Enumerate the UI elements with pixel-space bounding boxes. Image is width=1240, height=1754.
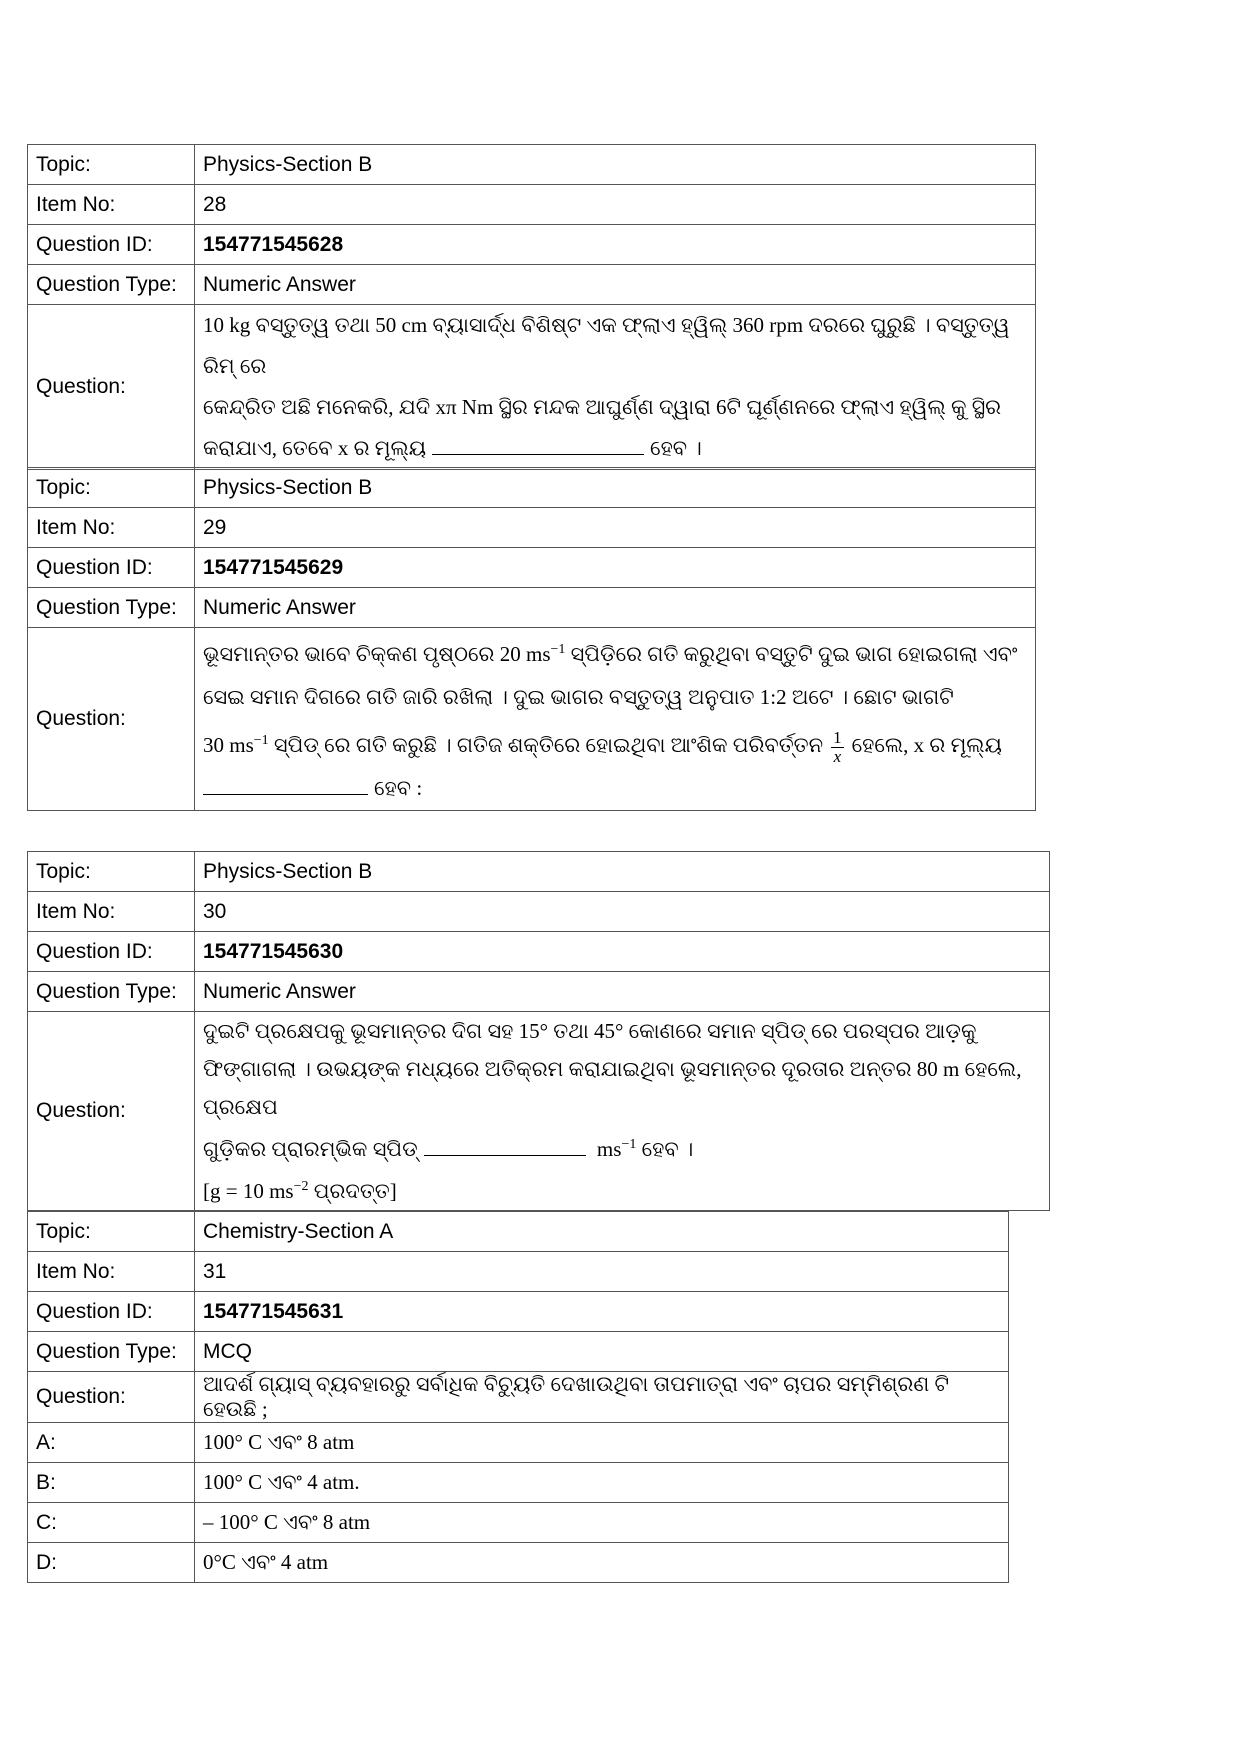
option-row-a (28, 1423, 1009, 1463)
question-type-label: Question Type: (28, 972, 195, 1012)
item-no-row (28, 1252, 1009, 1292)
answer-blank (424, 1135, 586, 1156)
question-line-1: ଦୁଇଟି ପ୍ରକ୍ଷେପକୁ ଭୂସମାନ୍ତର ଦିଗ ସହ 15° ତଥା 45° କୋଣରେ ସମାନ ସ୍ପିଡ୍ ରେ ପରସ୍ପର ଆଡ଼କୁ (203, 1019, 977, 1043)
option-a-text: 100° C ଏବଂ 8 atm (195, 1423, 1009, 1463)
question-row (28, 1012, 1050, 1211)
topic-value: Chemistry-Section A (195, 1212, 1009, 1252)
topic-value: Physics-Section B (195, 852, 1050, 892)
option-a-label: A: (28, 1423, 195, 1463)
question-type-label: Question Type: (28, 265, 195, 305)
item-no-label: Item No: (28, 892, 195, 932)
topic-label: Topic: (28, 1212, 195, 1252)
question-id-text: 154771545630 (203, 939, 344, 963)
question-line-3-end: ହେବ । (641, 1137, 694, 1161)
question-line-3 (203, 428, 1027, 469)
item-no-row (28, 892, 1050, 932)
given-start: [g = 10 ms (203, 1179, 294, 1203)
question-id-value (195, 1292, 1009, 1332)
option-c-text: – 100° C ଏବଂ 8 atm (195, 1503, 1009, 1543)
option-b-text: 100° C ଏବଂ 4 atm. (195, 1463, 1009, 1503)
question-table-31 (27, 1211, 1009, 1583)
answer-blank (432, 434, 644, 455)
question-label: Question: (28, 305, 195, 470)
item-no-value: 29 (195, 508, 1036, 548)
question-table-28 (27, 144, 1036, 470)
question-line-4-text: ହେବ : (374, 776, 423, 800)
answer-blank (203, 774, 368, 795)
topic-row (28, 145, 1036, 185)
question-line-1-end: ସ୍ପିଡ଼ିରେ ଗତି କରୁଥିବା ବସ୍ତୁଟି ଦୁଇ ଭାଗ ହୋଇଗଲା ଏବଂ (570, 642, 1018, 666)
given-end: ପ୍ରଦତ୍ତ] (313, 1179, 397, 1203)
question-id-label: Question ID: (28, 548, 195, 588)
question-type-row (28, 265, 1036, 305)
question-id-row (28, 1292, 1009, 1332)
option-b-label: B: (28, 1463, 195, 1503)
question-row (28, 1372, 1009, 1423)
question-line-1 (203, 628, 1027, 676)
question-id-row (28, 225, 1036, 265)
option-row-d (28, 1543, 1009, 1583)
topic-row (28, 1212, 1009, 1252)
option-c-label: C: (28, 1503, 195, 1543)
question-type-row (28, 972, 1050, 1012)
question-label: Question: (28, 1012, 195, 1211)
exponent: −1 (621, 1137, 637, 1152)
question-text (195, 628, 1036, 811)
question-row (28, 628, 1036, 811)
item-no-value: 31 (195, 1252, 1009, 1292)
question-id-value (195, 225, 1036, 265)
item-no-label: Item No: (28, 185, 195, 225)
question-text: ଆଦର୍ଶ ଗ୍ୟାସ୍ ବ୍ୟବହାରରୁ ସର୍ବାଧିକ ବିଚ୍ୟୁତି ଦେଖାଉଥିବା ତାପମାତ୍ରା ଏବଂ ଚାପର ସମ୍ମିଶ୍ରଣ ଟି ହେଉଛି ; (195, 1372, 1009, 1423)
question-line-3-mid: ସ୍ପିଡ୍ ରେ ଗତି କରୁଛି । ଗତିଜ ଶକ୍ତିରେ ହୋଇଥିବା ଆଂଶିକ ପରିବର୍ତ୍ତନ (273, 733, 824, 757)
question-id-label: Question ID: (28, 1292, 195, 1332)
question-text (195, 1012, 1050, 1211)
topic-value: Physics-Section B (195, 145, 1036, 185)
question-line-3-end: ହେବ । (650, 436, 702, 460)
question-type-value: Numeric Answer (195, 265, 1036, 305)
question-label: Question: (28, 1372, 195, 1423)
item-no-value: 30 (195, 892, 1050, 932)
question-type-row (28, 1332, 1009, 1372)
unit: ms (596, 1137, 622, 1161)
item-no-row (28, 185, 1036, 225)
question-id-row (28, 932, 1050, 972)
question-id-row (28, 548, 1036, 588)
question-line-4 (203, 767, 1027, 810)
question-line-2: କେନ୍ଦ୍ରିତ ଅଛି ମନେକରି, ଯଦି xπ Nm ସ୍ଥିର ମନ୍ଦକ ଆଘୁର୍ଣ୍ଣ ଦ୍ୱାରା 6ଟି ଘୂର୍ଣ୍ଣନରେ ଫ୍ଲାଏ ହ୍ୱିଲ୍ କୁ ସ୍ଥିର (203, 395, 1002, 419)
exponent: −2 (293, 1179, 309, 1194)
topic-row (28, 468, 1036, 508)
question-type-value: Numeric Answer (195, 588, 1036, 628)
question-type-label: Question Type: (28, 1332, 195, 1372)
question-id-label: Question ID: (28, 225, 195, 265)
question-line-3-end: ହେଲେ, x ର ମୂଲ୍ୟ (851, 733, 1002, 757)
question-id-value (195, 932, 1050, 972)
question-line-3-start: କରାଯାଏ, ତେବେ x ର ମୂଲ୍ୟ (203, 436, 427, 460)
item-no-label: Item No: (28, 508, 195, 548)
question-table-29 (27, 467, 1036, 811)
question-label: Question: (28, 628, 195, 811)
item-no-value: 28 (195, 185, 1036, 225)
fraction-denominator: x (833, 746, 842, 766)
question-line-1: 10 kg ବସ୍ତୁତ୍ୱ ତଥା 50 cm ବ୍ୟାସାର୍ଦ୍ଧ ବିଶିଷ୍ଟ ଏକ ଫ୍ଲାଏ ହ୍ୱିଲ୍ 360 rpm ଦରରେ ଘୁରୁଛି । ବସ୍ତୁତ୍ୱ ରିମ୍ ରେ (203, 313, 1010, 378)
exponent: −1 (550, 642, 566, 657)
question-line-3-start: 30 ms (203, 733, 254, 757)
topic-label: Topic: (28, 145, 195, 185)
topic-label: Topic: (28, 468, 195, 508)
question-id-value (195, 548, 1036, 588)
fraction-numerator: 1 (833, 727, 842, 747)
option-d-text: 0°C ଏବଂ 4 atm (195, 1543, 1009, 1583)
option-d-label: D: (28, 1543, 195, 1583)
question-type-value: MCQ (195, 1332, 1009, 1372)
question-line-2: ସେଇ ସମାନ ଦିଗରେ ଗତି ଜାରି ରଖିଲା । ଦୁଇ ଭାଗର ବସ୍ତୁତ୍ୱ ଅନୁପାତ 1:2 ଅଟେ । ଛୋଟ ଭାଗଟି (203, 685, 954, 709)
option-row-b (28, 1463, 1009, 1503)
item-no-row (28, 508, 1036, 548)
option-row-c (28, 1503, 1009, 1543)
question-text (195, 305, 1036, 470)
question-line-3-start: ଗୁଡ଼ିକର ପ୍ରାରମ୍ଭିକ ସ୍ପିଡ୍ (203, 1137, 418, 1161)
question-row (28, 305, 1036, 470)
topic-value: Physics-Section B (195, 468, 1036, 508)
exponent: −1 (253, 733, 269, 748)
question-line-4 (203, 1168, 1041, 1210)
fraction (831, 729, 844, 766)
question-id-text: 154771545628 (203, 232, 344, 256)
question-type-label: Question Type: (28, 588, 195, 628)
question-type-row (28, 588, 1036, 628)
question-table-30 (27, 851, 1050, 1211)
question-id-label: Question ID: (28, 932, 195, 972)
question-line-3 (203, 719, 1027, 767)
question-line-3 (203, 1126, 1041, 1168)
question-id-text: 154771545631 (203, 1299, 344, 1323)
question-line-1-start: ଭୂସମାନ୍ତର ଭାବେ ଚିକ୍କଣ ପୃଷ୍ଠରେ 20 ms (203, 642, 551, 666)
topic-label: Topic: (28, 852, 195, 892)
question-id-text: 154771545629 (203, 555, 344, 579)
item-no-label: Item No: (28, 1252, 195, 1292)
question-type-value: Numeric Answer (195, 972, 1050, 1012)
question-line-2: ଫିଙ୍ଗାଗଲା । ଉଭୟଙ୍କ ମଧ୍ୟରେ ଅତିକ୍ରମ କରାଯାଇଥିବା ଭୂସମାନ୍ତର ଦୂରତାର ଅନ୍ତର 80 m ହେଲେ, ପ୍ରକ୍ଷେପ (203, 1057, 1022, 1119)
topic-row (28, 852, 1050, 892)
